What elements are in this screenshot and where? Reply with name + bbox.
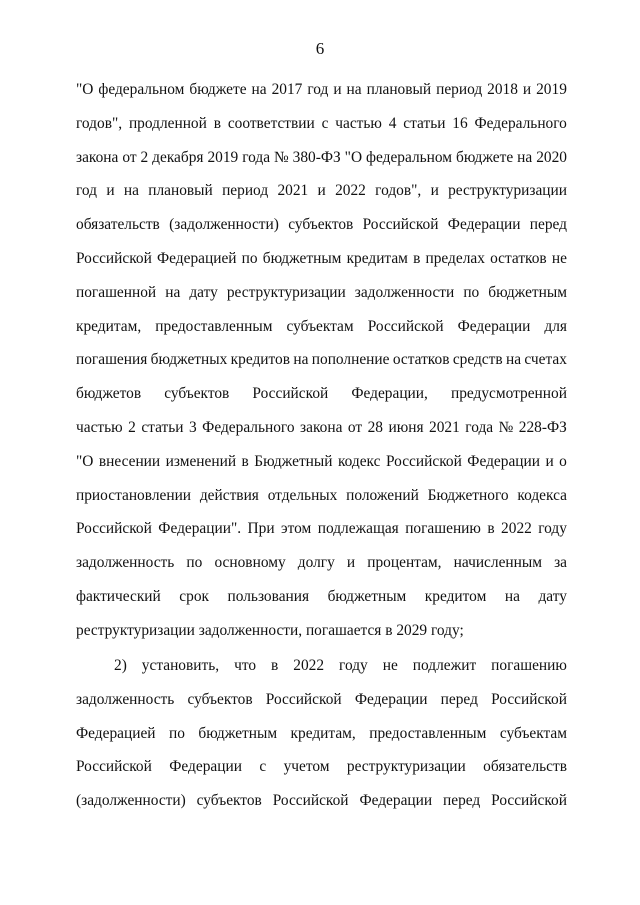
text-line: "О федеральном бюджете на 2017 год и на плановый период 2018 и 2019 — [76, 81, 567, 98]
text-line: закона от 2 декабря 2019 года № 380-ФЗ "О федеральном бюджете на 2020 — [76, 148, 567, 166]
text-line: реструктуризации задолженности, погашается в 2029 году; — [76, 621, 464, 639]
text-line: Российской Федерацией по бюджетным кредитам в пределах остатков не — [76, 249, 567, 267]
paragraph-1 — [76, 73, 567, 648]
page-number: 6 — [315, 39, 325, 58]
text-line: Федерацией по бюджетным кредитам, предоставленным субъектам — [76, 724, 567, 742]
text-line: Российской Федерации". При этом подлежащая погашению в 2022 году — [76, 520, 567, 538]
text-line: (задолженности) субъектов Российской Федерации перед Российской — [76, 792, 567, 810]
text-line: годов", продленной в соответствии с частью 4 статьи 16 Федерального — [76, 114, 567, 132]
text-line: частью 2 статьи 3 Федерального закона от 28 июня 2021 года № 228-ФЗ — [76, 418, 567, 436]
text-line: кредитам, предоставленным субъектам Российской Федерации для — [76, 317, 567, 335]
paragraph-2 — [76, 649, 567, 818]
text-line: обязательств (задолженности) субъектов Российской Федерации перед — [76, 216, 567, 234]
text-line: приостановлении действия отдельных положений Бюджетного кодекса — [76, 486, 567, 504]
text-line: год и на плановый период 2021 и 2022 годов", и реструктуризации — [76, 182, 567, 200]
text-line: 2) установить, что в 2022 году не подлежит погашению — [114, 657, 567, 674]
text-line: Российской Федерации с учетом реструктуризации обязательств — [76, 758, 567, 776]
text-line: бюджетов субъектов Российской Федерации, предусмотренной — [76, 385, 567, 403]
text-line: задолженность субъектов Российской Федерации перед Российской — [76, 690, 567, 708]
text-line: "О внесении изменений в Бюджетный кодекс Российской Федерации и о — [76, 452, 567, 470]
text-line: погашенной на дату реструктуризации задолженности по бюджетным — [76, 283, 567, 301]
text-line: фактический срок пользования бюджетным кредитом на дату — [76, 587, 567, 605]
text-line: задолженность по основному долгу и процентам, начисленным за — [76, 554, 567, 572]
text-line: погашения бюджетных кредитов на пополнение остатков средств на счетах — [76, 351, 567, 369]
